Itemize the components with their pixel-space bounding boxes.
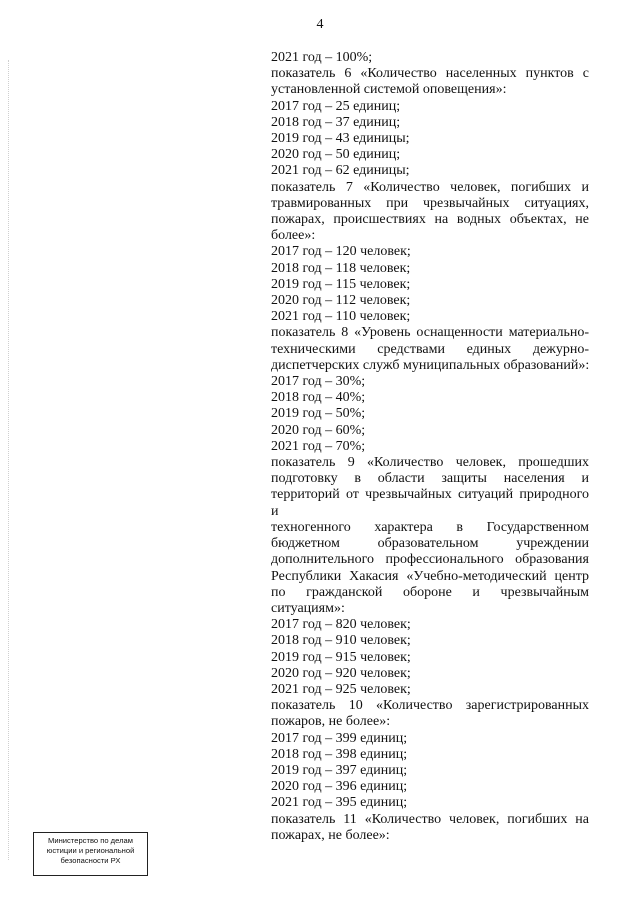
text-line: пожарах, происшествиях на водных объектах, не: [271, 212, 589, 228]
text-line: пожаров, не более»:: [271, 714, 391, 730]
text-line: 2019 год – 915 человек;: [271, 649, 411, 665]
text-line: 2020 год – 60%;: [271, 422, 366, 438]
text-line: 2019 год – 43 единицы;: [271, 131, 410, 147]
stamp-line: Министерство по делам: [48, 836, 133, 845]
text-line: 2020 год – 50 единиц;: [271, 147, 401, 163]
text-line: территорий от чрезвычайных ситуаций природного и: [271, 487, 589, 519]
text-line: Республики Хакасия «Учебно-методический центр: [271, 568, 589, 584]
text-line: показатель 9 «Количество человек, прошедших: [271, 455, 589, 471]
text-line: 2018 год – 910 человек;: [271, 633, 411, 649]
text-line: пожарах, не более»:: [271, 827, 390, 843]
text-line: 2021 год – 110 человек;: [271, 309, 411, 325]
text-line: показатель 6 «Количество населенных пунктов с: [271, 66, 589, 82]
text-line: по гражданской обороне и чрезвычайным: [271, 584, 589, 600]
text-line: показатель 8 «Уровень оснащенности материально-: [271, 325, 589, 341]
text-line: 2021 год – 395 единиц;: [271, 795, 408, 811]
text-line: 2021 год – 62 единицы;: [271, 163, 410, 179]
text-line: 2021 год – 925 человек;: [271, 681, 411, 697]
text-line: 2018 год – 398 единиц;: [271, 746, 408, 762]
text-line: 2018 год – 40%;: [271, 390, 366, 406]
text-line: показатель 7 «Количество человек, погибших и: [271, 179, 589, 195]
text-line: показатель 11 «Количество человек, погибших на: [271, 811, 589, 827]
text-line: ситуациям»:: [271, 600, 345, 616]
text-line: показатель 10 «Количество зарегистрированных: [271, 698, 589, 714]
text-line: 2018 год – 37 единиц;: [271, 114, 401, 130]
page-number: 4: [316, 17, 324, 32]
text-line: травмированных при чрезвычайных ситуациях,: [271, 195, 589, 211]
stamp-line: безопасности РХ: [60, 856, 121, 865]
text-line: техническими средствами единых дежурно-: [271, 341, 589, 357]
document-body: [271, 50, 589, 844]
text-line: 2020 год – 112 человек;: [271, 293, 411, 309]
scan-edge-marks: [8, 60, 10, 860]
text-line: 2020 год – 920 человек;: [271, 665, 411, 681]
text-line: 2017 год – 820 человек;: [271, 617, 411, 633]
text-line: техногенного характера в Государственном: [271, 519, 589, 535]
text-line: 2018 год – 118 человек;: [271, 260, 411, 276]
text-line: 2021 год – 70%;: [271, 438, 366, 454]
stamp-line: юстиции и региональной: [46, 846, 135, 855]
text-line: 2019 год – 397 единиц;: [271, 762, 408, 778]
text-line: 2017 год – 399 единиц;: [271, 730, 408, 746]
text-line: 2019 год – 115 человек;: [271, 276, 411, 292]
text-line: бюджетном образовательном учреждении: [271, 536, 589, 552]
text-line: диспетчерских служб муниципальных образований»:: [271, 357, 590, 373]
text-line: 2020 год – 396 единиц;: [271, 779, 408, 795]
ministry-stamp: [33, 832, 148, 876]
text-line: 2017 год – 25 единиц;: [271, 98, 401, 114]
text-line: дополнительного профессионального образования: [271, 552, 589, 568]
text-line: подготовку в области защиты населения и: [271, 471, 589, 487]
text-line: 2017 год – 120 человек;: [271, 244, 411, 260]
text-line: установленной системой оповещения»:: [271, 82, 507, 98]
text-line: более»:: [271, 228, 316, 244]
text-line: 2017 год – 30%;: [271, 374, 366, 390]
text-line: 2019 год – 50%;: [271, 406, 366, 422]
text-line: 2021 год – 100%;: [271, 50, 373, 65]
